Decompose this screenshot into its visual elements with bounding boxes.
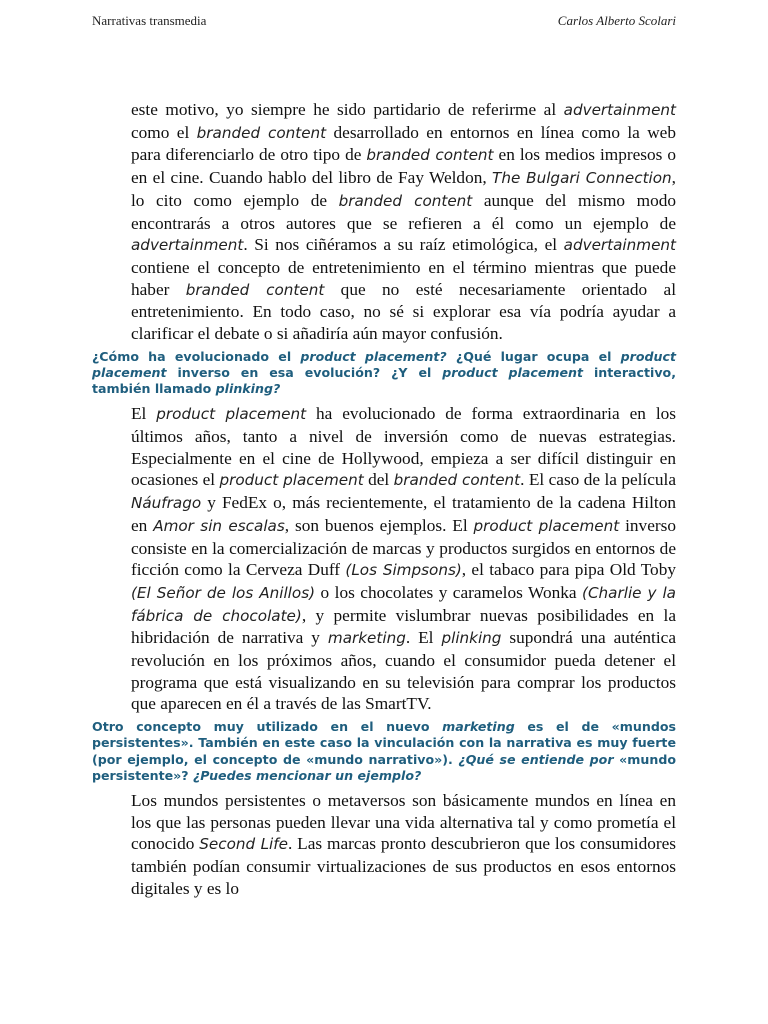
page-header bbox=[92, 13, 676, 29]
italic-term: product placement bbox=[219, 471, 364, 490]
text-run: y FedEx o, más recientemente, el tratamiento de la cadena Hilton en bbox=[131, 493, 676, 535]
text-run: El bbox=[131, 404, 157, 424]
italic-term: branded content bbox=[185, 280, 325, 299]
italic-term: The Bulgari Connection bbox=[492, 169, 672, 188]
italic-term: marketing bbox=[442, 719, 515, 735]
paragraph-advertainment bbox=[131, 99, 676, 345]
text-run: este motivo, yo siempre he sido partidario de referirme al bbox=[131, 100, 564, 119]
text-run: interactivo, también llamado bbox=[92, 364, 676, 397]
italic-term: (El Señor de los Anillos) bbox=[131, 583, 316, 602]
italic-term: ¿Qué se entiende por bbox=[458, 751, 614, 767]
italic-term: Náufrago bbox=[131, 494, 202, 513]
text-run: , y permite vislumbrar nuevas posibilidades en la hibridación de narrativa y bbox=[131, 605, 677, 648]
italic-term: branded content bbox=[338, 191, 473, 210]
interview-question-1 bbox=[92, 349, 676, 398]
italic-term: ¿Puedes mencionar un ejemplo? bbox=[193, 767, 422, 783]
text-run: que no esté necesariamente orientado al entretenimiento. En todo caso, no sé si explorar esa vía podría ayudar a clarificar el debate o si añadiría aún mayor confusión. bbox=[131, 279, 676, 344]
italic-term: branded content bbox=[393, 471, 521, 490]
text-run: . Si nos ciñéramos a su raíz etimológica, el bbox=[243, 235, 564, 255]
italic-term: product placement bbox=[156, 405, 307, 424]
text-run: inverso consiste en la comercialización de marcas y productos surgidos en entornos de ficción como la Cerveza Duff bbox=[131, 515, 676, 580]
text-run: ¿Qué lugar ocupa el bbox=[446, 348, 621, 364]
text-run: , el tabaco para pipa Old Toby bbox=[461, 560, 676, 580]
italic-term: plinking? bbox=[215, 381, 281, 397]
italic-term: product placement? bbox=[300, 348, 447, 364]
page-content bbox=[92, 99, 676, 900]
text-run: , lo cito como ejemplo de bbox=[131, 168, 676, 210]
book-title: Narrativas transmedia bbox=[92, 13, 207, 28]
italic-term: branded content bbox=[366, 146, 494, 165]
text-run: aunque del mismo modo encontrarás a otros autores que se refieren a él como un ejemplo de bbox=[131, 190, 676, 233]
text-run: inverso en esa evolución? ¿Y el bbox=[166, 364, 443, 380]
text-run: o los chocolates y caramelos Wonka bbox=[315, 582, 583, 602]
text-run: . El bbox=[405, 628, 442, 648]
text-run: . Las marcas pronto descubrieron que los consumidores también podían consumir virtualizaciones de sus productos en esos entornos digitales y es lo bbox=[131, 834, 676, 898]
text-run: «mundo persistente»? bbox=[92, 751, 676, 783]
italic-term: product placement bbox=[473, 516, 620, 535]
italic-term: advertainment bbox=[563, 101, 676, 119]
text-run: , son buenos ejemplos. El bbox=[284, 515, 474, 535]
text-run: supondrá una auténtica revolución en los próximos años, cuando el consumidor pueda detener el programa que está visualizando en su televisión para comprar los productos que aparecen en él a través de las SmartTV. bbox=[131, 628, 677, 714]
text-run: del bbox=[363, 470, 394, 490]
text-run: en los medios impresos o en el cine. Cuando hablo del libro de Fay Weldon, bbox=[131, 145, 676, 188]
italic-term: plinking bbox=[441, 629, 502, 648]
text-run: contiene el concepto de entretenimiento en el término mientras que puede haber bbox=[131, 257, 676, 299]
italic-term: Second Life bbox=[199, 835, 288, 854]
italic-term: (Los Simpsons) bbox=[345, 561, 462, 580]
interview-question-2 bbox=[92, 719, 676, 784]
italic-term: product placement bbox=[442, 364, 584, 380]
italic-term: branded content bbox=[196, 123, 327, 142]
text-run: Los mundos persistentes o metaversos son básicamente mundos en línea en los que las personas pueden llevar una vida alternativa tal y como prometía el conocido bbox=[131, 791, 676, 854]
paragraph-persistent-worlds bbox=[131, 790, 676, 900]
text-run: como el bbox=[131, 122, 197, 142]
author-name: Carlos Alberto Scolari bbox=[557, 13, 676, 28]
text-run: ¿Cómo ha evolucionado el bbox=[92, 348, 301, 364]
text-run: Otro concepto muy utilizado en el nuevo bbox=[92, 719, 443, 735]
italic-term: advertainment bbox=[563, 236, 676, 255]
italic-term: Amor sin escalas bbox=[153, 516, 285, 535]
italic-term: advertainment bbox=[131, 236, 244, 255]
text-run: es el de «mundos persistentes». También en este caso la vinculación con la narrativa es muy fuerte (por ejemplo, el concepto de «mundo narrativo»). bbox=[92, 719, 676, 767]
text-run: . El caso de la película bbox=[520, 470, 677, 490]
italic-term: marketing bbox=[327, 629, 406, 648]
text-run: ha evolucionado de forma extraordinaria en los últimos años, tanto a nivel de inversión como de nuevas estrategias. Especialmente en el cine de Hollywood, empieza a ser difícil distinguir en ocasiones el bbox=[131, 404, 676, 490]
text-run: desarrollado en entornos en línea como la web para diferenciarlo de otro tipo de bbox=[131, 122, 676, 165]
italic-term: (Charlie y la fábrica de chocolate) bbox=[131, 583, 676, 625]
paragraph-product-placement bbox=[131, 403, 676, 715]
italic-term: product placement bbox=[92, 348, 676, 380]
